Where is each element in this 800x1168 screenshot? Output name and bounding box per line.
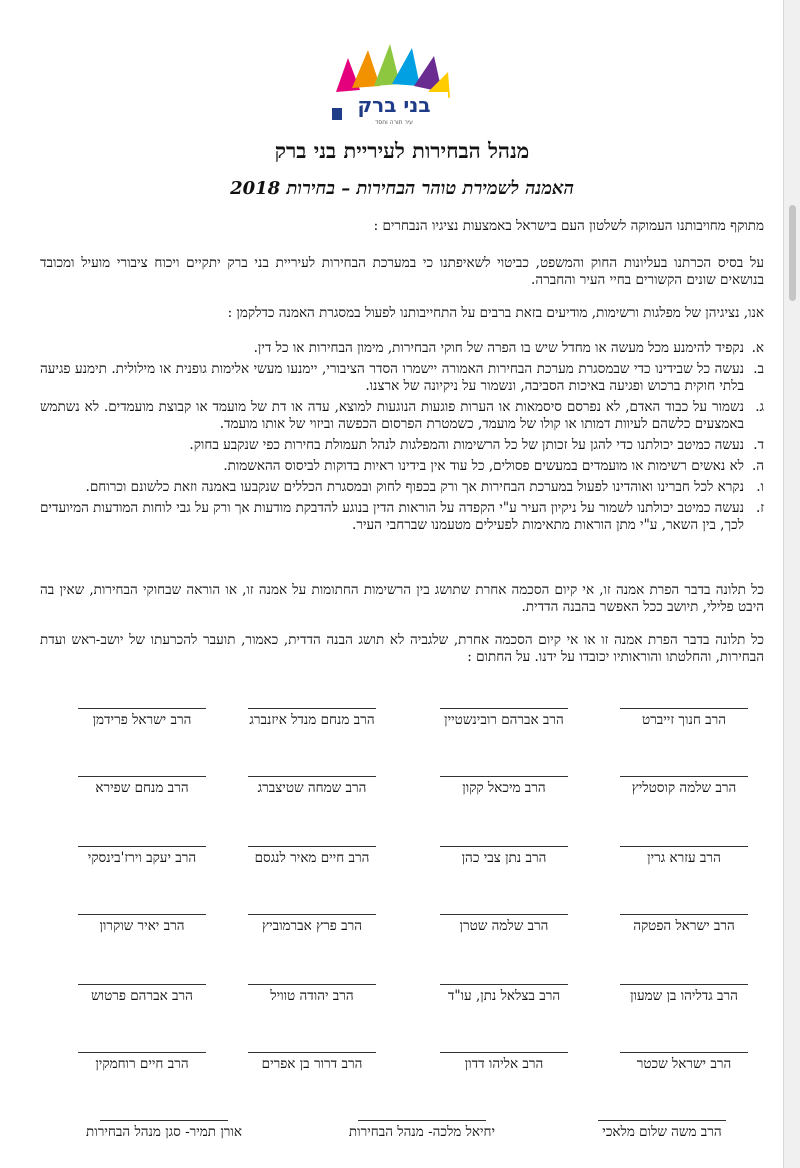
clause-marker: ד. [753,437,764,453]
signature-line [78,776,206,777]
final-signature-slot [547,1120,777,1140]
signature-slot [599,1052,769,1072]
signatory-name: אורן תמיר- סגן מנהל הבחירות [86,1124,242,1140]
signature-slot [599,914,769,934]
signature-line [440,846,568,847]
signatory-name: הרב מיכאל קקון [462,780,546,796]
signature-slot [227,708,397,728]
clause-text: נקרא לכל חברינו ואוהדינו לפעול במערכת הבחירות אך ורק בכפוף לחוק ובמסגרת הכללים שנקבעו באמנה וזאת כלשונם וכרוחם. [85,479,744,495]
signature-line [248,846,376,847]
signature-slot [57,776,227,796]
signatory-name: הרב ישראל הפטקה [633,918,735,934]
signatory-name: הרב חנוך זייברט [641,712,727,728]
signature-line [620,984,748,985]
signature-line [440,1052,568,1053]
signature-line [78,708,206,709]
closing-paragraph-1: כל תלונה בדבר הפרת אמנה זו, אי קיום הסכמה אחרת שתושג בין הרשימות החתומות על אמנה זו, או הוראה שבחוקי הבחירות, שאין בה היבט פלילי, תיושב ככל האפשר בהבנה הדדית. [40,582,764,615]
clause-text: לא נאשים רשימות או מועמדים במעשים פסולים, כל עוד אין בידינו ראיות בדוקות לביסוס ההאשמות. [223,458,744,474]
intro-paragraph-2: על בסיס הכרתנו בעליונות החוק והמשפט, כביטוי לשאיפתנו כי במערכת הבחירות לעיריית בני ברק יתקיים ויכוח ציבורי מועיל ומכובד בנושאים שונים הקשורים בחיי העיר והחברה. [40,255,764,288]
signature-slot [599,846,769,866]
signatory-name: הרב שלמה שטרן [459,918,549,934]
signature-slot [599,708,769,728]
signature-line [440,984,568,985]
signature-line [78,914,206,915]
intro-paragraph-1: מתוקף מחויבותנו העמוקה לשלטון העם בישראל באמצעות נציגיו הנבחרים : [373,218,764,234]
signatory-name: הרב אברהם פרטוש [91,988,193,1004]
signature-slot [57,846,227,866]
signatory-name: הרב מנחם מנדל איזנברג [249,712,375,728]
signatory-name: הרב גדליהו בן שמעון [630,988,738,1004]
signature-line [620,1052,748,1053]
signature-line [248,1052,376,1053]
clauses-list [40,340,764,538]
signatory-name: הרב נתן צבי כהן [461,850,547,866]
signatory-name: הרב ישראל פרידמן [92,712,192,728]
signature-slot [419,708,589,728]
signatory-name: הרב חיים רוחמקין [95,1056,189,1072]
signatory-name: הרב ישראל שכטר [636,1056,732,1072]
clause-text: נעשה כל שבידינו כדי שבמסגרת מערכת הבחירות האמורה יישמרו הסדר הציבורי, יימנעו מעשי אלימות גופנית או מילולית. תימנע פגיעה בלתי חוקית ברכוש ופגיעה באיכות הסביבה, ונשמור על ניקיונה של ארצנו. [40,361,744,394]
clause-item [40,479,764,496]
scrollbar[interactable] [783,0,800,1168]
svg-text:בני ברק: בני ברק [357,93,431,117]
clause-text: נשמור על כבוד האדם, לא נפרסם סיסמאות או הערות פוגעות הנוגעות למוצא, עדה או דת של מועמד או קבוצת מועמדים. לא נשתמש באמצעים כלשהם לעיוות דמותו או קולו של מועמד, כשמטרת הפרסום הכפשה וביזוי של אותו מועמד. [40,399,745,432]
signature-line [620,708,748,709]
signatory-name: הרב עזרא גרין [647,850,721,866]
signatory-name: הרב בצלאל נתן, עו"ד [447,988,561,1004]
document-heading: האמנה לשמירת טוהר הבחירות – בחירות 2018 [230,178,574,199]
signature-line [440,776,568,777]
clause-marker: ה. [751,458,764,474]
clause-marker: ז. [755,500,764,516]
signature-slot [57,708,227,728]
signature-slot [419,914,589,934]
signature-slot [57,914,227,934]
final-signature-slot [49,1120,279,1140]
signature-line [78,1052,206,1053]
signature-line [100,1120,228,1121]
signature-slot [227,1052,397,1072]
clause-marker: ב. [753,361,764,377]
signature-line [248,776,376,777]
document-page [22,0,782,1168]
signatory-name: הרב אברהם רובינשטיין [444,712,564,728]
signature-slot [599,984,769,1004]
svg-text:עיר תורה וחסד: עיר תורה וחסד [375,119,413,126]
signature-line [440,708,568,709]
clause-text: נקפיד להימנע מכל מעשה או מחדל שיש בו הפרה של חוקי הבחירות, מימון הבחירות או כל דין. [253,340,744,356]
clause-text: נעשה כמיטב יכולתנו כדי להגן על זכותן של כל הרשימות והמפלגות לנהל תעמולת בחירות כפי שנקבע בחוק. [189,437,744,453]
signature-slot [419,1052,589,1072]
intro-paragraph-3: אנו, נציגיהן של מפלגות ורשימות, מודיעים בזאת ברבים על התחייבותנו לפעול במסגרת האמנה כדלקמן : [227,305,764,321]
signature-line [248,984,376,985]
signature-slot [227,776,397,796]
signature-line [620,846,748,847]
signatory-name: הרב משה שלום מלאכי [602,1124,722,1140]
clause-marker: ו. [756,479,764,495]
signatory-name: הרב מנחם שפירא [95,780,189,796]
clause-marker: א. [751,340,764,356]
signature-line [248,914,376,915]
signature-slot [419,984,589,1004]
signatory-name: הרב דרור בן אפרים [261,1056,363,1072]
clause-text: נעשה כמיטב יכולתנו לשמור על ניקיון העיר ע"י הקפדה על הוראות הדין בנוגע להדבקת מודעות אך ורק על גבי לוחות המודעות המיועדים לכך, בין השאר, ע"י מתן הוראות מתאימות לפעילים מטעמנו שברחבי העיר. [40,500,744,533]
signature-slot [57,984,227,1004]
signatory-name: הרב חיים מאיר לנגסם [254,850,370,866]
signature-slot [599,776,769,796]
signatory-name: יחיאל מלכה- מנהל הבחירות [348,1124,496,1140]
clause-item [40,399,764,433]
organization-title: מנהל הבחירות לעיריית בני ברק [274,138,530,163]
clause-item [40,340,764,357]
signature-slot [419,776,589,796]
signature-line [620,776,748,777]
signature-slot [227,846,397,866]
signature-line [440,914,568,915]
signatory-name: הרב אליהו דדון [464,1056,544,1072]
signatory-name: הרב יעקב וירז'בינסקי [87,850,197,866]
signatory-name: הרב שלמה קוסטליץ [631,780,737,796]
clause-item [40,500,764,534]
final-signature-slot [307,1120,537,1140]
closing-paragraph-2: כל תלונה בדבר הפרת אמנה זו או אי קיום הסכמה אחרת, שלגביה לא תושג הבנה הדדית, כאמור, תועבר להכרעתו של יושב-ראש ועדת הבחירות, והחלטתו והוראותיו יכובדו על ידנו. על החתום : [40,632,764,665]
signature-slot [57,1052,227,1072]
signature-line [248,708,376,709]
signature-line [78,846,206,847]
signature-line [78,984,206,985]
signature-line [358,1120,486,1121]
signature-slot [419,846,589,866]
clause-item [40,437,764,454]
city-logo [330,42,454,128]
signatory-name: הרב פרץ אברמוביץ [262,918,362,934]
clause-item [40,458,764,475]
signature-line [598,1120,726,1121]
signature-slot [227,914,397,934]
signatory-name: הרב שמחה שטיצברג [257,780,367,796]
clause-marker: ג. [755,399,764,415]
signature-slot [227,984,397,1004]
clause-item [40,361,764,395]
signatory-name: הרב יאיר שוקרון [99,918,185,934]
signatory-name: הרב יהודה טוויל [270,988,354,1004]
scrollbar-thumb[interactable] [789,205,796,301]
signature-line [620,914,748,915]
